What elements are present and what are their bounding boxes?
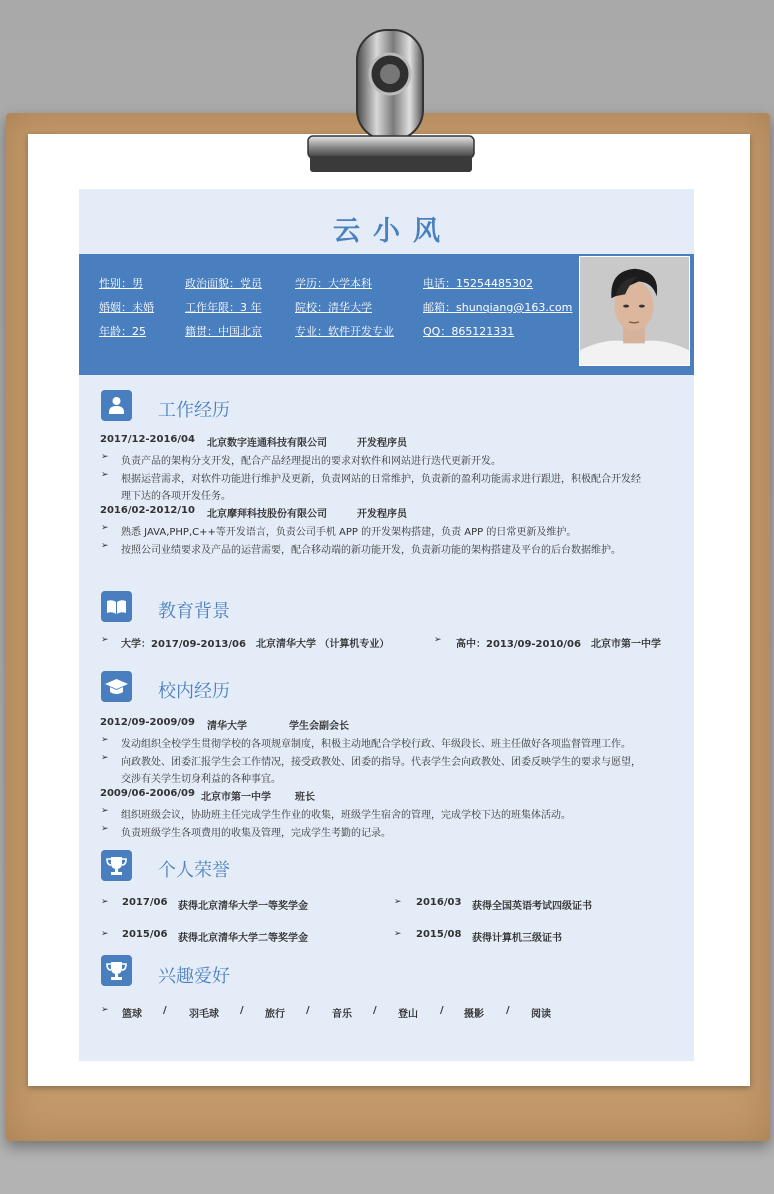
campus-item: 交涉有关学生切身利益的各种事宜。 [121, 774, 281, 785]
bullet-icon: ➢ [101, 1005, 109, 1015]
honor-text: 获得北京清华大学二等奖学金 [178, 933, 308, 944]
campus-item: 发动组织全校学生贯彻学校的各项规章制度，积极主动地配合学校行政、年级段长、班主任做好各项监督管理工作。 [121, 739, 631, 750]
info-work-years: 工作年限：3 年 [185, 301, 262, 314]
trophy-icon [101, 850, 132, 881]
info-age: 年龄：25 [99, 325, 146, 338]
hobby-item: 旅行 [265, 1009, 285, 1020]
hobby-item: 阅读 [531, 1009, 551, 1020]
work-period-1: 2017/12-2016/04 [100, 434, 195, 445]
info-political: 政治面貌：党员 [185, 277, 262, 290]
honor-text: 获得计算机三级证书 [472, 933, 562, 944]
graduation-cap-icon [101, 671, 132, 702]
person-icon [101, 390, 132, 421]
hobby-item: 篮球 [122, 1009, 142, 1020]
work-item: 根据运营需求，对软件功能进行维护及更新，负责网站的日常维护，负责新的盈利功能需求进行跟进，积极配合开发经 [121, 474, 641, 485]
info-major: 专业：软件开发专业 [295, 325, 394, 338]
section-title-honors: 个人荣誉 [158, 860, 230, 881]
binder-clip-icon [300, 24, 480, 184]
bullet-icon: ➢ [101, 541, 109, 551]
hobby-separator: / [163, 1005, 167, 1016]
bullet-icon: ➢ [101, 824, 109, 834]
work-company-1: 北京数字连通科技有限公司 [207, 438, 327, 449]
campus-org-1: 清华大学 [207, 721, 247, 732]
campus-item: 组织班级会议，协助班主任完成学生作业的收集，班级学生宿舍的管理，完成学校下达的班集体活动。 [121, 810, 571, 821]
section-title-education: 教育背景 [158, 601, 230, 622]
campus-role-1: 学生会副会长 [289, 721, 349, 732]
trophy-icon [101, 955, 132, 986]
work-item: 熟悉 JAVA,PHP,C++等开发语言，负责公司手机 APP 的开发架构搭建，负责 APP 的日常更新及维护。 [121, 527, 577, 538]
info-qq: QQ：865121331 [423, 325, 515, 338]
bullet-icon: ➢ [394, 929, 402, 939]
hobby-item: 羽毛球 [189, 1009, 219, 1020]
education-university: 大学：2017/09-2013/06 北京清华大学 （计算机专业） [121, 639, 390, 650]
work-company-2: 北京摩拜科技股份有限公司 [207, 509, 327, 520]
work-period-2: 2016/02-2012/10 [100, 505, 195, 516]
campus-item: 负责班级学生各项费用的收集及管理，完成学生考勤的记录。 [121, 828, 391, 839]
bullet-icon: ➢ [101, 735, 109, 745]
resume-panel [79, 189, 694, 1061]
section-title-work: 工作经历 [158, 400, 230, 421]
work-item: 理下达的各项开发任务。 [121, 491, 231, 502]
honor-text: 获得北京清华大学一等奖学金 [178, 901, 308, 912]
bullet-icon: ➢ [101, 806, 109, 816]
hobby-separator: / [373, 1005, 377, 1016]
info-education: 学历：大学本科 [295, 277, 372, 290]
campus-role-2: 班长 [295, 792, 315, 803]
bullet-icon: ➢ [394, 897, 402, 907]
bullet-icon: ➢ [434, 635, 442, 645]
candidate-name: 云小风 [333, 216, 453, 247]
info-email[interactable]: 邮箱：shunqiang@163.com [423, 301, 573, 314]
honor-date: 2016/03 [416, 897, 462, 908]
campus-period-1: 2012/09-2009/09 [100, 717, 195, 728]
section-title-hobbies: 兴趣爱好 [158, 966, 230, 987]
honor-text: 获得全国英语考试四级证书 [472, 901, 592, 912]
work-item: 负责产品的架构分支开发，配合产品经理提出的要求对软件和网站进行迭代更新开发。 [121, 456, 501, 467]
education-high-school: 高中：2013/09-2010/06 北京市第一中学 [456, 639, 661, 650]
bullet-icon: ➢ [101, 929, 109, 939]
info-marital: 婚姻：未婚 [99, 301, 154, 314]
bullet-icon: ➢ [101, 452, 109, 462]
campus-period-2: 2009/06-2006/09 [100, 788, 195, 799]
info-gender: 性别：男 [99, 277, 143, 290]
hobby-item: 音乐 [332, 1009, 352, 1020]
hobby-item: 摄影 [464, 1009, 484, 1020]
honor-date: 2015/06 [122, 929, 168, 940]
bullet-icon: ➢ [101, 897, 109, 907]
bullet-icon: ➢ [101, 470, 109, 480]
hobby-separator: / [506, 1005, 510, 1016]
section-title-campus: 校内经历 [158, 681, 230, 702]
work-role-1: 开发程序员 [357, 438, 407, 449]
info-school: 院校：清华大学 [295, 301, 372, 314]
hobby-separator: / [440, 1005, 444, 1016]
book-icon [101, 591, 132, 622]
bullet-icon: ➢ [101, 635, 109, 645]
hobby-item: 登山 [398, 1009, 418, 1020]
campus-item: 向政教处、团委汇报学生会工作情况，接受政教处、团委的指导。代表学生会向政教处、团委反映学生的要求与愿望， [121, 757, 641, 768]
campus-org-2: 北京市第一中学 [201, 792, 271, 803]
honor-date: 2017/06 [122, 897, 168, 908]
bullet-icon: ➢ [101, 753, 109, 763]
info-phone: 电话：15254485302 [423, 277, 533, 290]
bullet-icon: ➢ [101, 523, 109, 533]
avatar [579, 256, 690, 366]
personal-info-band [79, 254, 694, 375]
hobby-separator: / [240, 1005, 244, 1016]
honor-date: 2015/08 [416, 929, 462, 940]
work-item: 按照公司业绩要求及产品的运营需要，配合移动端的新功能开发，负责新功能的架构搭建及平台的后台数据维护。 [121, 545, 621, 556]
hobby-separator: / [306, 1005, 310, 1016]
info-hometown: 籍贯：中国北京 [185, 325, 262, 338]
work-role-2: 开发程序员 [357, 509, 407, 520]
